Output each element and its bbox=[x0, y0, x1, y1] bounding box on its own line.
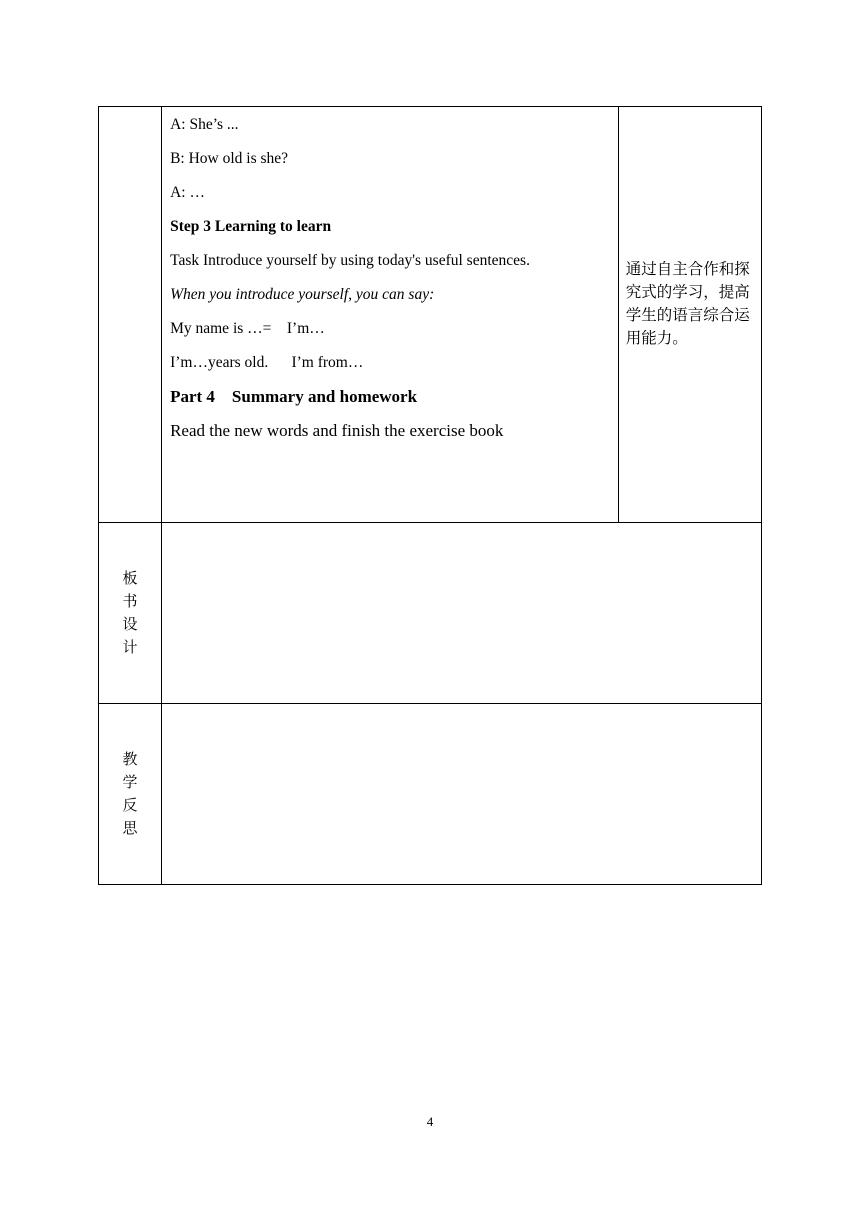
sentence-pattern-1: My name is …= I’m… bbox=[170, 320, 325, 337]
label-char: 思 bbox=[122, 819, 138, 837]
label-char: 学 bbox=[122, 773, 138, 791]
label-char: 书 bbox=[122, 592, 138, 610]
teaching-reflection-content bbox=[162, 704, 762, 885]
label-char: 计 bbox=[122, 638, 138, 656]
step-3-heading: Step 3 Learning to learn bbox=[170, 218, 332, 235]
label-char: 反 bbox=[122, 796, 138, 814]
lesson-steps-row bbox=[99, 107, 762, 523]
label-char: 板 bbox=[122, 569, 138, 587]
design-intent-cell bbox=[618, 107, 761, 523]
board-design-content bbox=[162, 523, 762, 704]
lesson-plan-table bbox=[98, 106, 762, 885]
design-intent-text: 通过自主合作和探究式的学习，提高学生的语言综合运用能力。 bbox=[625, 259, 750, 347]
dialogue-line-b: B: How old is she? bbox=[170, 150, 289, 167]
sentence-pattern-2: I’m…years old. I’m from… bbox=[170, 354, 364, 371]
page-number: 4 bbox=[426, 1114, 434, 1129]
homework-text: Read the new words and finish the exercise book bbox=[170, 421, 504, 440]
label-char: 设 bbox=[122, 615, 138, 633]
part-4-heading: Part 4 Summary and homework bbox=[170, 387, 418, 406]
label-char: 教 bbox=[122, 750, 138, 768]
board-design-label bbox=[99, 523, 162, 704]
dialogue-line-a1: A: She’s ... bbox=[170, 116, 239, 133]
task-text: Task Introduce yourself by using today's useful sentences. bbox=[170, 252, 530, 269]
teaching-reflection-row bbox=[99, 704, 762, 885]
introduce-prompt: When you introduce yourself, you can say: bbox=[170, 286, 435, 303]
empty-label-cell bbox=[99, 107, 162, 523]
dialogue-line-a2: A: … bbox=[170, 184, 205, 201]
lesson-steps-cell bbox=[162, 107, 619, 523]
board-design-row bbox=[99, 523, 762, 704]
teaching-reflection-label bbox=[99, 704, 162, 885]
